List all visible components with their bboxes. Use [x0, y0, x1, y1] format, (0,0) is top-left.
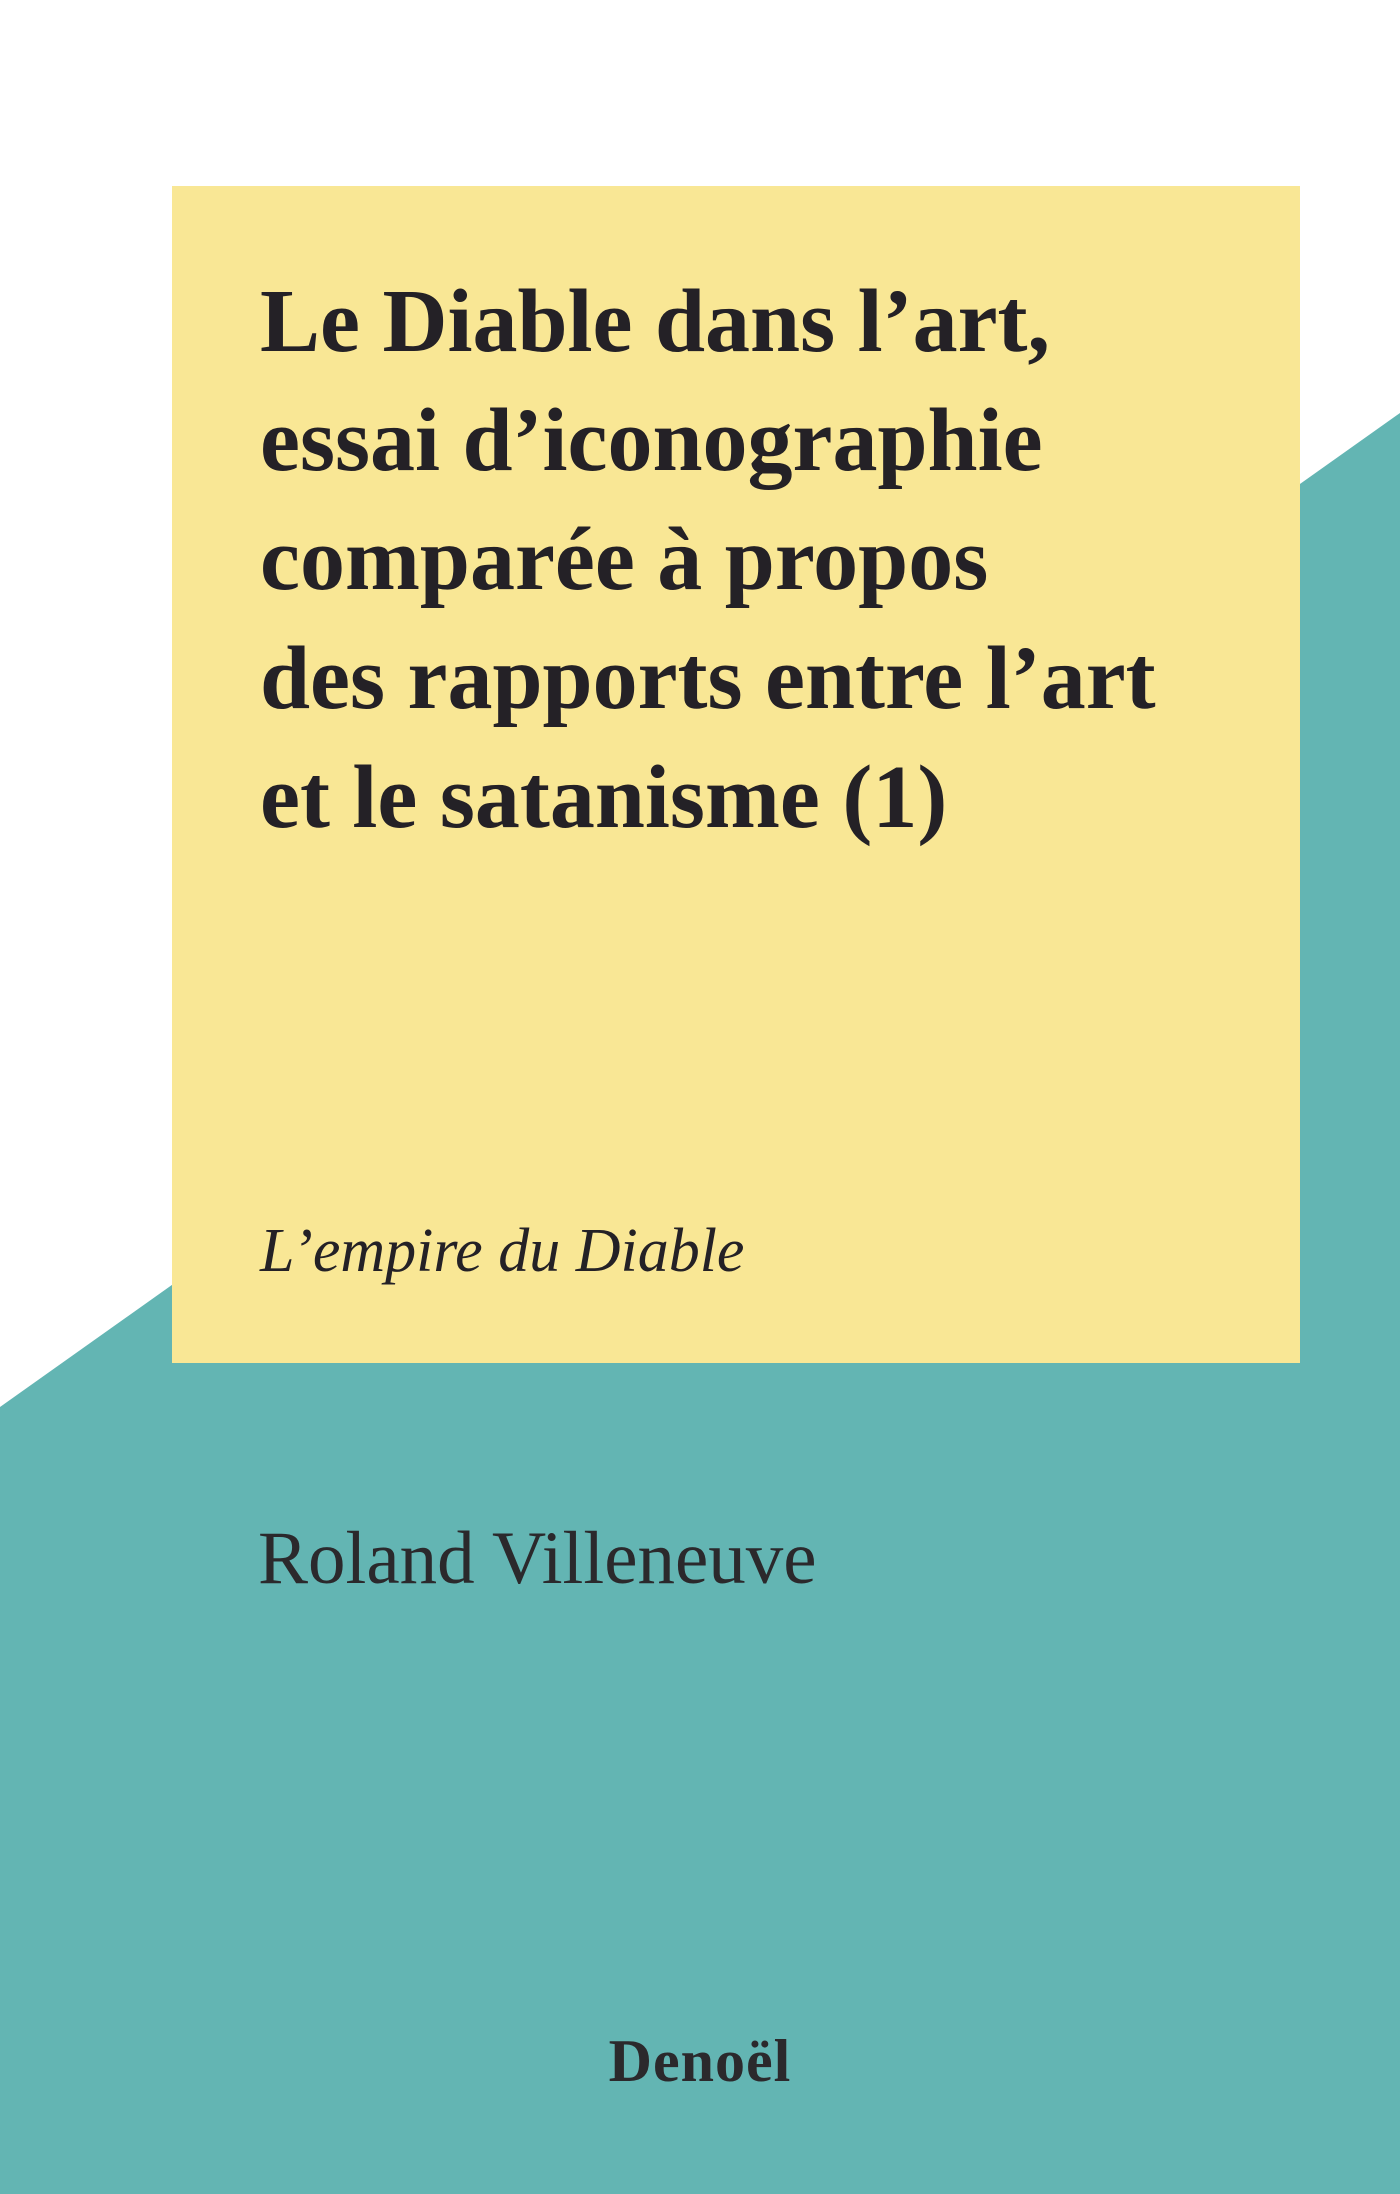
title-line: comparée à propos — [260, 510, 989, 609]
title-line: et le satanisme (1) — [260, 748, 948, 847]
title-line: essai d’iconographie — [260, 391, 1043, 490]
title-line: Le Diable dans l’art, — [260, 272, 1051, 371]
book-subtitle: L’empire du Diable — [260, 1217, 745, 1285]
publisher-logotype: Denoël — [608, 2028, 792, 2094]
title-line: des rapports entre l’art — [260, 629, 1156, 728]
book-title — [260, 262, 1310, 857]
author-name: Roland Villeneuve — [258, 1517, 817, 1600]
